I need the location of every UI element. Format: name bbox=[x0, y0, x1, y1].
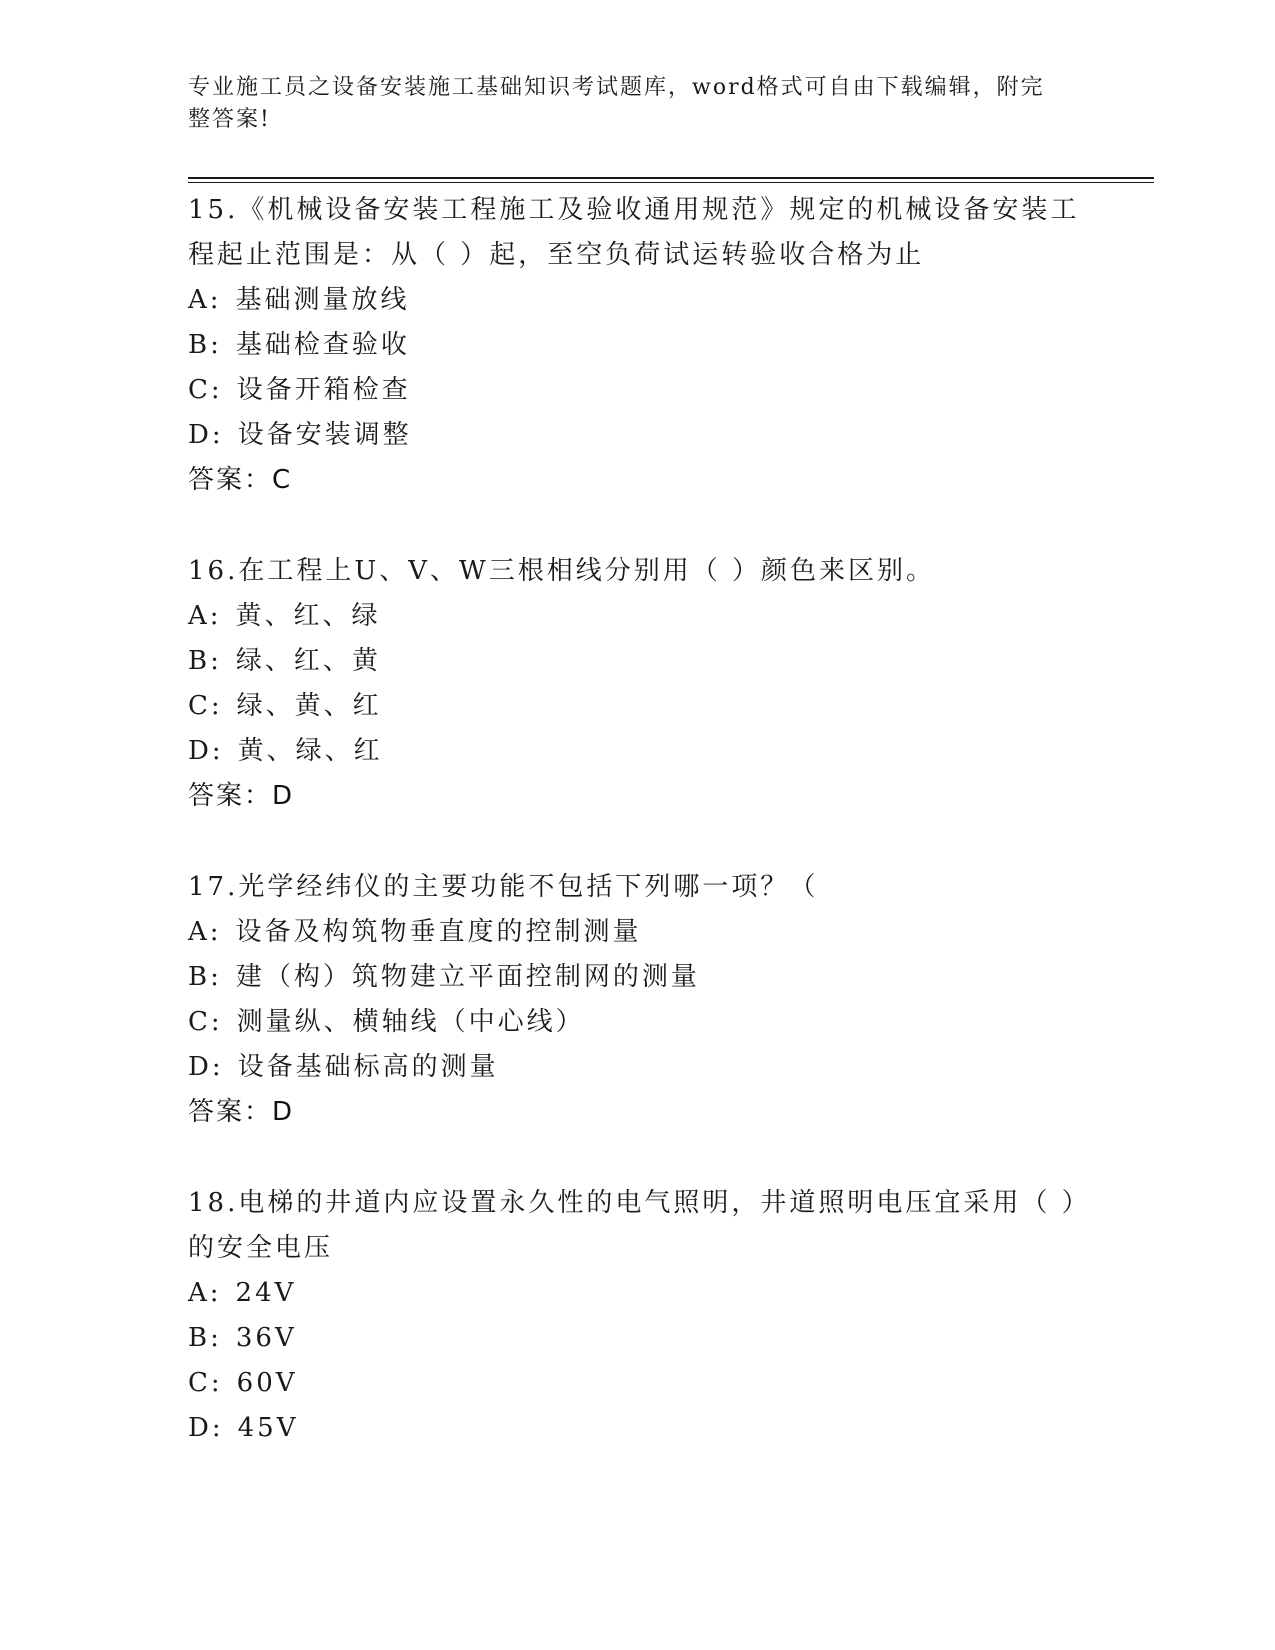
answer-line: 答案：C bbox=[188, 465, 293, 495]
option-a bbox=[188, 910, 1088, 955]
option-text: 设备开箱检查 bbox=[236, 375, 411, 405]
option-text: 黄、绿、红 bbox=[237, 736, 383, 766]
option-key: D: bbox=[188, 420, 224, 450]
question-18 bbox=[188, 1181, 1088, 1451]
option-d bbox=[188, 1045, 1088, 1090]
option-a bbox=[188, 1271, 1088, 1316]
question-stem: 15.《机械设备安装工程施工及验收通用规范》规定的机械设备安装工程起止范围是：从（ ）起，至空负荷试运转验收合格为止 bbox=[188, 195, 1080, 270]
option-key: A: bbox=[188, 285, 222, 315]
option-text: 绿、黄、红 bbox=[236, 691, 382, 721]
question-spacer bbox=[188, 503, 1088, 549]
option-key: B: bbox=[188, 962, 222, 992]
question-stem: 18.电梯的井道内应设置永久性的电气照明，井道照明电压宜采用（ ）的安全电压 bbox=[188, 1188, 1078, 1263]
answer-line: 答案：D bbox=[188, 781, 295, 811]
option-text: 36V bbox=[235, 1323, 297, 1353]
option-key: A: bbox=[188, 1278, 222, 1308]
question-15 bbox=[188, 188, 1088, 503]
option-b bbox=[188, 323, 1088, 368]
option-key: D: bbox=[188, 1413, 224, 1443]
option-key: A: bbox=[188, 601, 222, 631]
option-d bbox=[188, 729, 1088, 774]
question-16 bbox=[188, 549, 1088, 819]
option-text: 24V bbox=[235, 1278, 297, 1308]
option-text: 黄、红、绿 bbox=[235, 601, 381, 631]
question-stem: 17.光学经纬仪的主要功能不包括下列哪一项？（ bbox=[188, 872, 819, 902]
option-d bbox=[188, 1406, 1088, 1451]
option-b bbox=[188, 639, 1088, 684]
option-key: B: bbox=[188, 646, 222, 676]
question-stem: 16.在工程上U、V、W三根相线分别用（ ）颜色来区别。 bbox=[188, 556, 936, 586]
header-divider-thin bbox=[188, 182, 1154, 183]
question-list bbox=[188, 188, 1088, 1451]
option-c bbox=[188, 1000, 1088, 1045]
option-d bbox=[188, 413, 1088, 458]
option-key: D: bbox=[188, 1052, 224, 1082]
question-spacer bbox=[188, 819, 1088, 865]
option-c bbox=[188, 368, 1088, 413]
option-text: 设备及构筑物垂直度的控制测量 bbox=[235, 917, 642, 947]
question-spacer bbox=[188, 1135, 1088, 1181]
option-key: C: bbox=[188, 1368, 223, 1398]
option-text: 设备基础标高的测量 bbox=[237, 1052, 499, 1082]
option-a bbox=[188, 594, 1088, 639]
option-key: B: bbox=[188, 1323, 222, 1353]
question-17 bbox=[188, 865, 1088, 1135]
option-text: 设备安装调整 bbox=[237, 420, 412, 450]
option-text: 45V bbox=[237, 1413, 299, 1443]
option-text: 建（构）筑物建立平面控制网的测量 bbox=[235, 962, 700, 992]
option-text: 60V bbox=[236, 1368, 298, 1398]
option-a bbox=[188, 278, 1088, 323]
option-b bbox=[188, 955, 1088, 1000]
option-key: A: bbox=[188, 917, 222, 947]
option-text: 绿、红、黄 bbox=[235, 646, 381, 676]
option-text: 基础测量放线 bbox=[235, 285, 410, 315]
option-key: C: bbox=[188, 375, 223, 405]
option-c bbox=[188, 1361, 1088, 1406]
header-divider-thick bbox=[188, 177, 1154, 179]
option-key: B: bbox=[188, 330, 222, 360]
answer-line: 答案：D bbox=[188, 1097, 295, 1127]
option-key: D: bbox=[188, 736, 224, 766]
option-key: C: bbox=[188, 691, 223, 721]
option-c bbox=[188, 684, 1088, 729]
option-text: 测量纵、横轴线（中心线） bbox=[236, 1007, 585, 1037]
option-text: 基础检查验收 bbox=[235, 330, 410, 360]
document-header: 专业施工员之设备安装施工基础知识考试题库，word格式可自由下载编辑，附完整答案! bbox=[188, 75, 1045, 132]
option-b bbox=[188, 1316, 1088, 1361]
option-key: C: bbox=[188, 1007, 223, 1037]
